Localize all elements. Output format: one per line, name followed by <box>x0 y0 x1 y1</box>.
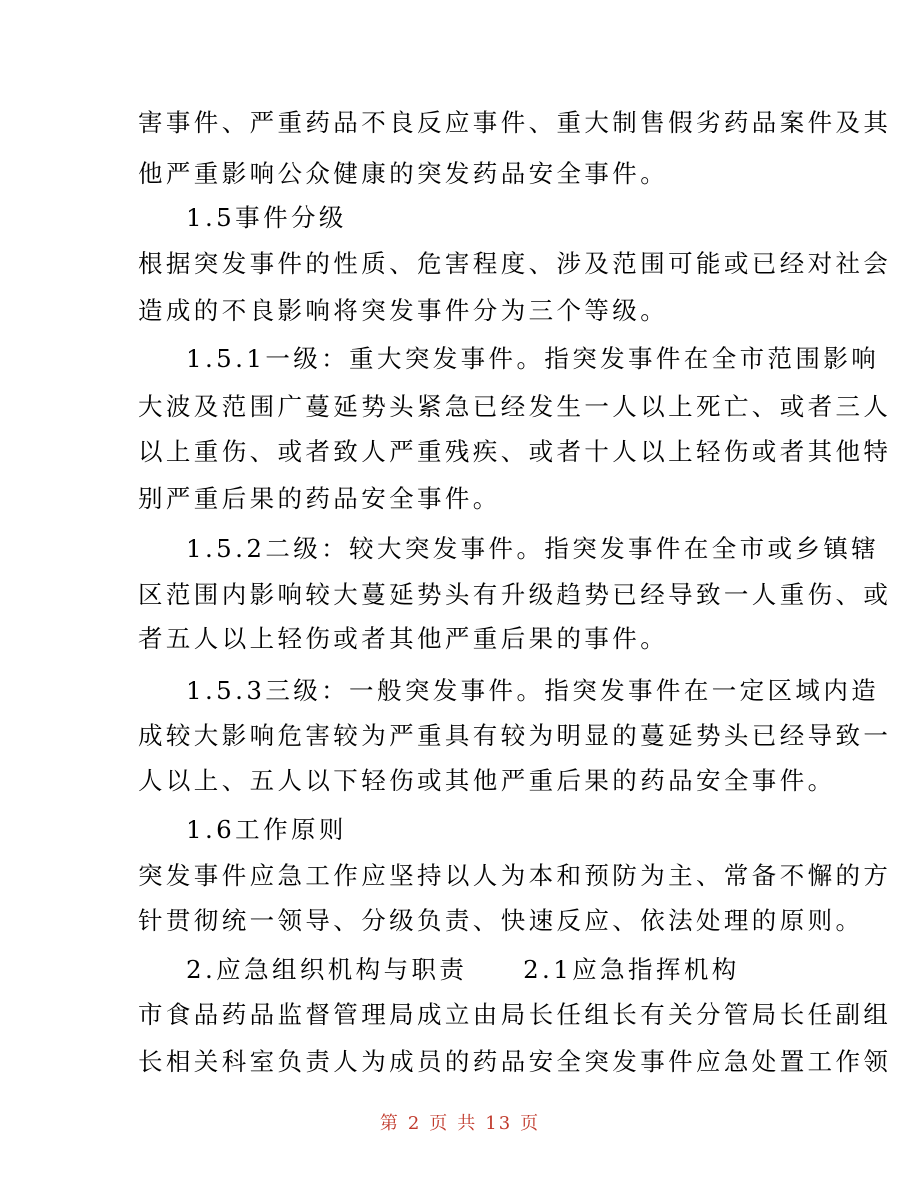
body-text-line: 1.5.2二级：较大突发事件。指突发事件在全市或乡镇辖 <box>186 534 880 563</box>
page-footer <box>0 1112 920 1136</box>
body-text-line: 1.5.3三级：一般突发事件。指突发事件在一定区域内造 <box>186 676 880 705</box>
body-text-line: 区范围内影响较大蔓延势头有升级趋势已经导致一人重伤、或 <box>138 580 892 609</box>
body-text-line: 他严重影响公众健康的突发药品安全事件。 <box>138 159 669 188</box>
body-text-line: 者五人以上轻伤或者其他严重后果的事件。 <box>138 624 669 653</box>
body-text-line: 以上重伤、或者致人严重残疾、或者十人以上轻伤或者其他特 <box>138 437 892 466</box>
body-text-line: 根据突发事件的性质、危害程度、涉及范围可能或已经对社会 <box>138 249 892 278</box>
body-text-line: 突发事件应急工作应坚持以人为本和预防为主、常备不懈的方 <box>138 861 892 890</box>
current-page-number: 2 <box>407 1113 422 1134</box>
page-label: 页 <box>429 1113 450 1134</box>
body-text-line: 大波及范围广蔓延势头紧急已经发生一人以上死亡、或者三人 <box>138 392 892 421</box>
body-text-line: 市食品药品监督管理局成立由局长任组长有关分管局长任副组 <box>138 1000 892 1029</box>
page-label: 页 <box>520 1113 541 1134</box>
body-text-line: 造成的不良影响将突发事件分为三个等级。 <box>138 296 669 325</box>
page-label: 第 <box>379 1113 400 1134</box>
body-text-line: 别严重后果的药品安全事件。 <box>138 484 501 513</box>
total-label: 共 <box>457 1113 478 1134</box>
section-heading: 1.5事件分级 <box>186 203 347 232</box>
body-text-line: 成较大影响危害较为严重具有较为明显的蔓延势头已经导致一 <box>138 721 892 750</box>
body-text-line: 人以上、五人以下轻伤或其他严重后果的药品安全事件。 <box>138 766 836 795</box>
total-pages-number: 13 <box>485 1113 513 1134</box>
body-text-line: 针贯彻统一领导、分级负责、快速反应、依法处理的原则。 <box>138 906 864 935</box>
body-text-line: 长相关科室负责人为成员的药品安全突发事件应急处置工作领 <box>138 1047 892 1076</box>
section-heading: 1.6工作原则 <box>186 815 347 844</box>
body-text-line: 害事件、严重药品不良反应事件、重大制售假劣药品案件及其 <box>138 108 892 137</box>
section-heading: 2.应急组织机构与职责 2.1应急指挥机构 <box>186 955 740 984</box>
body-text-line: 1.5.1一级：重大突发事件。指突发事件在全市范围影响 <box>186 344 880 373</box>
